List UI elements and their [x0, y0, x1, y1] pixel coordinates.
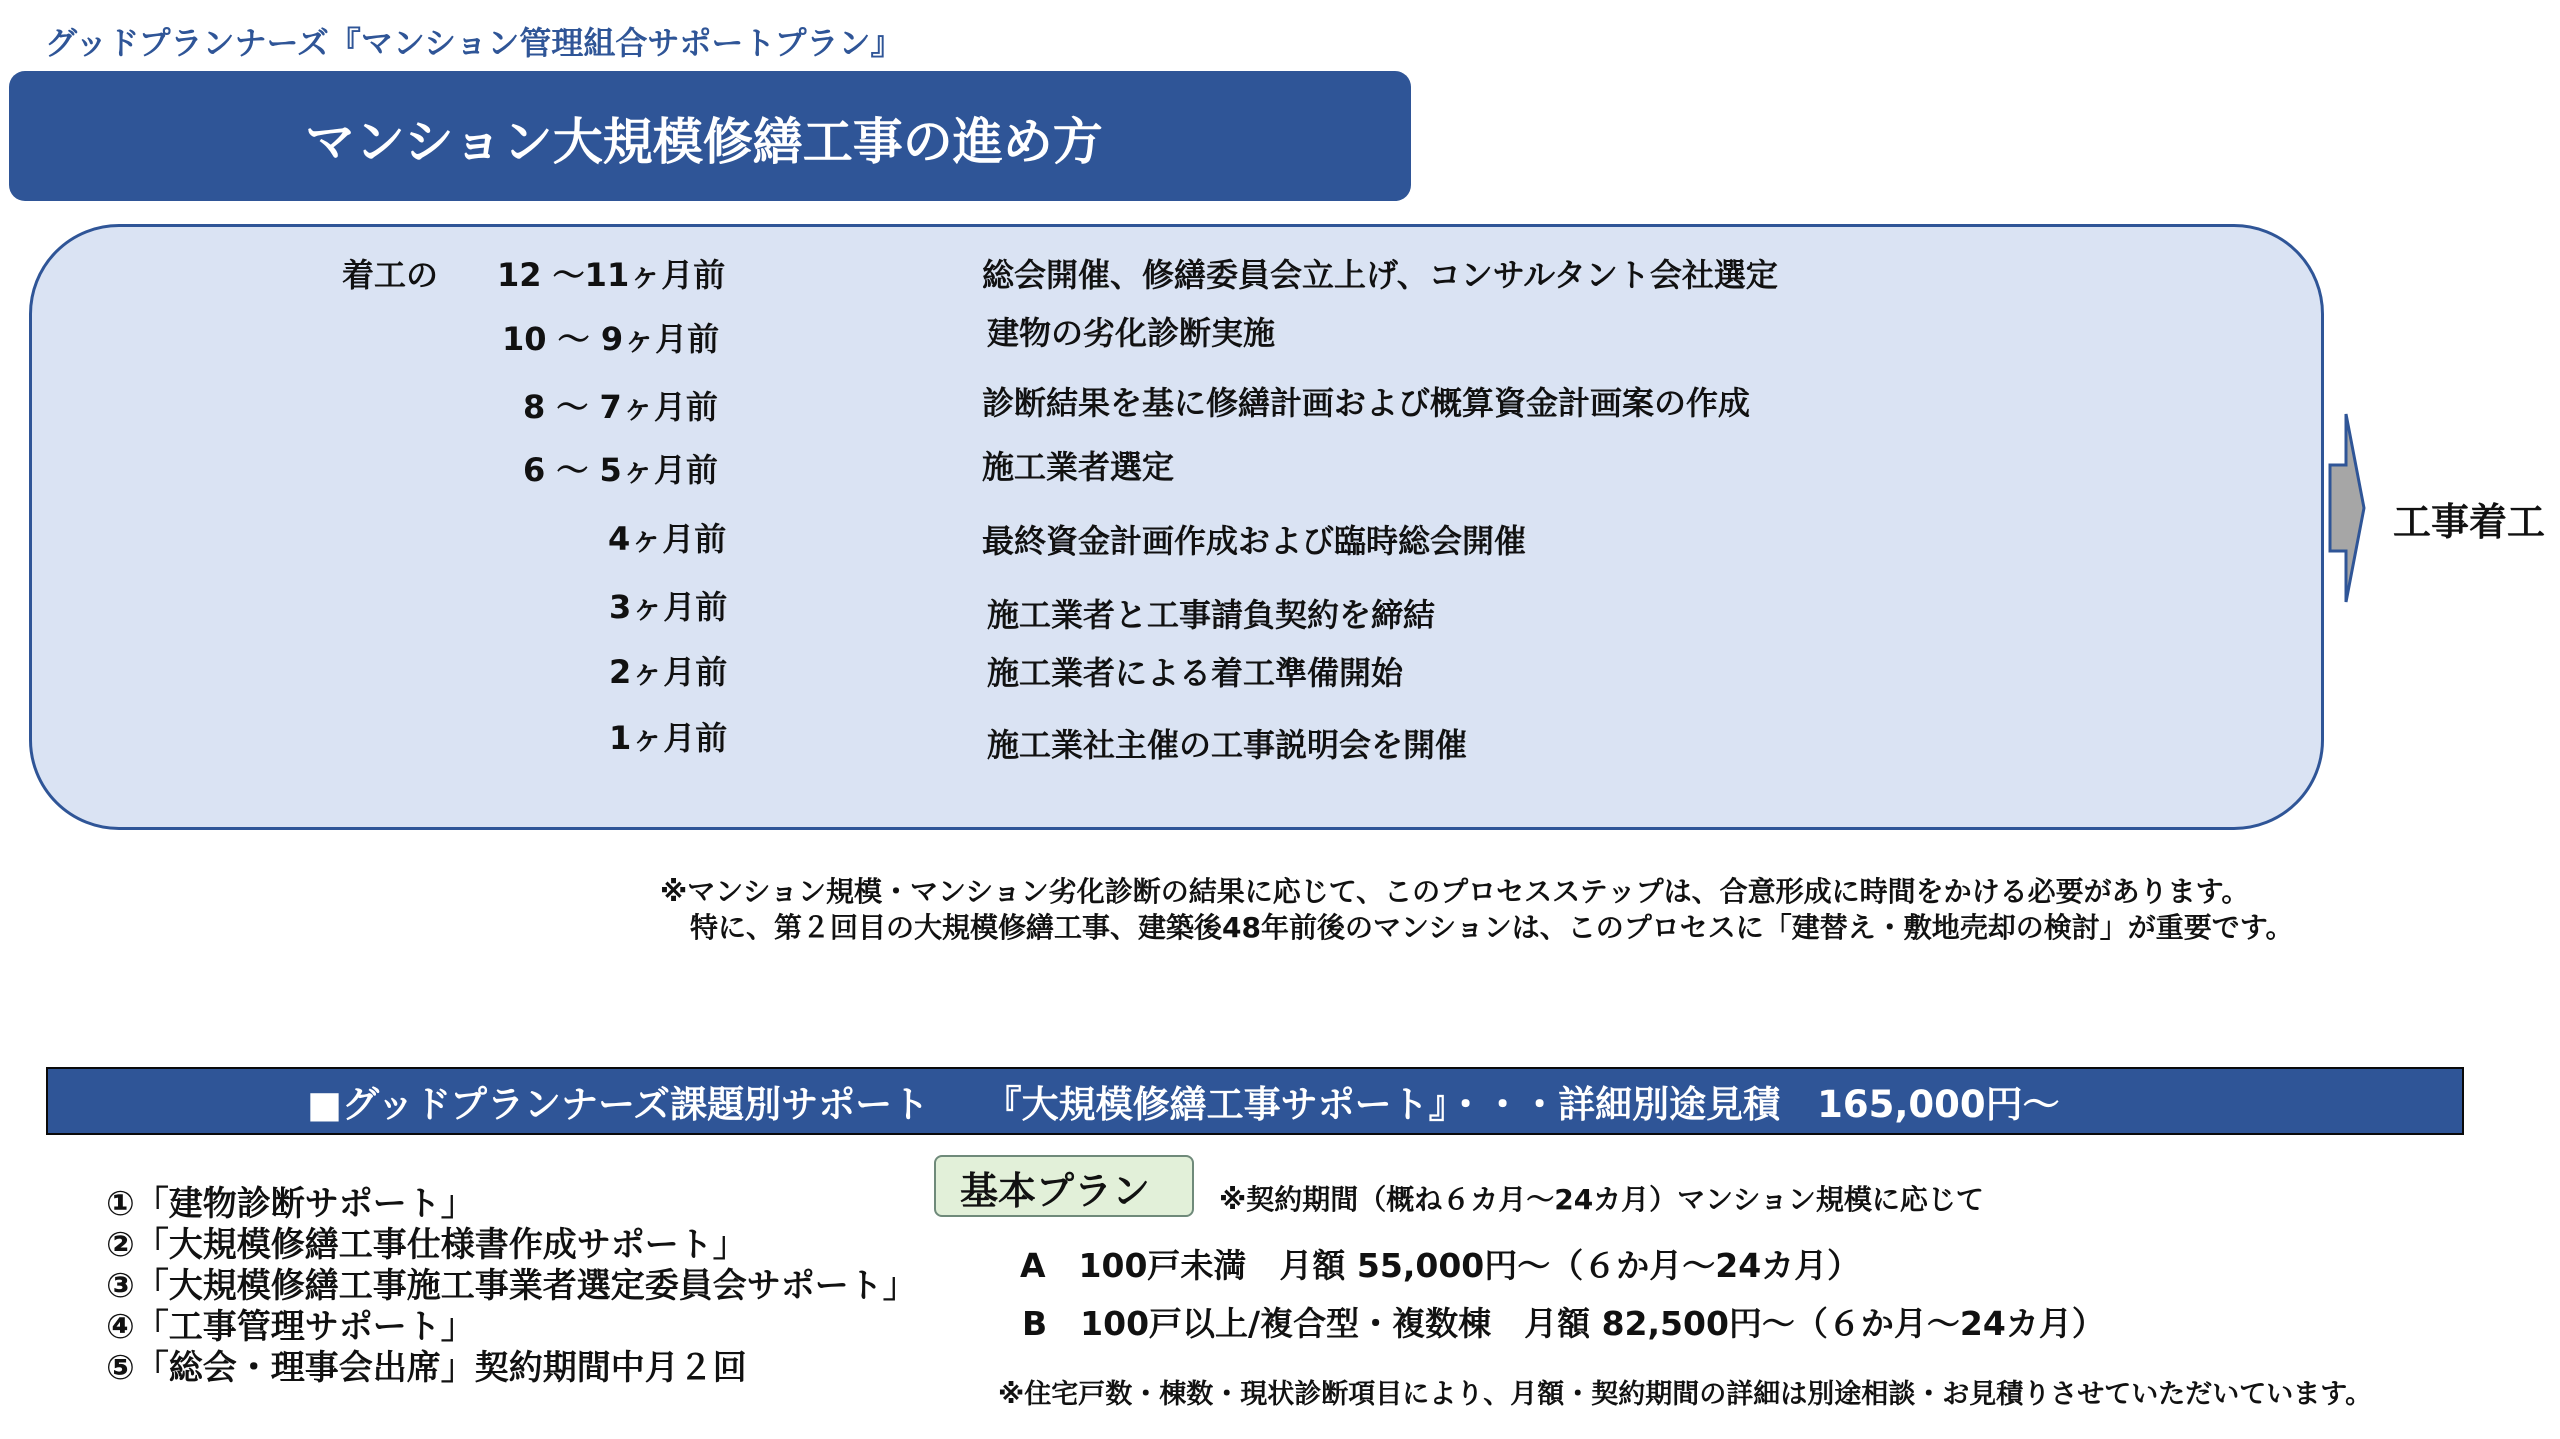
support-item-1: ①「建物診断サポート」 — [106, 1184, 475, 1224]
plan-b: B 100戸以上/複合型・複数棟 月額 82,500円〜（６か月〜24カ月） — [1022, 1304, 2105, 1343]
timeline-task-3: 診断結果を基に修繕計画および概算資金計画案の作成 — [982, 384, 1751, 422]
timeline-when-5: 4ヶ月前 — [608, 520, 727, 558]
support-banner-text: ■グッドプランナーズ課題別サポート 『大規模修繕工事サポート』・・・詳細別途見積 165,000円〜 — [307, 1083, 2060, 1126]
arrow-label: 工事着工 — [2393, 500, 2546, 544]
page-title: マンション大規模修繕工事の進め方 — [305, 113, 1103, 171]
header-caption: グッドプランナーズ『マンション管理組合サポートプラン』 — [45, 24, 903, 62]
timeline-task-2: 建物の劣化診断実施 — [987, 314, 1276, 352]
timeline-task-7: 施工業者による着工準備開始 — [987, 654, 1404, 692]
timeline-when-1: 12 〜11ヶ月前 — [497, 256, 726, 294]
timeline-when-2: 10 〜 9ヶ月前 — [502, 320, 720, 358]
plan-footnote: ※住宅戸数・棟数・現状診断項目により、月額・契約期間の詳細は別途相談・お見積りさせていただいています。 — [998, 1379, 2373, 1410]
plan-note: ※契約期間（概ね６カ月〜24カ月）マンション規模に応じて — [1219, 1183, 1984, 1216]
right-arrow-icon — [2316, 408, 2376, 608]
timeline-task-8: 施工業社主催の工事説明会を開催 — [987, 726, 1468, 764]
note-line-2: 特に、第２回目の大規模修繕工事、建築後48年前後のマンションは、このプロセスに「建替え・敷地売却の検討」が重要です。 — [690, 911, 2294, 944]
timeline-when-3: 8 〜 7ヶ月前 — [523, 388, 718, 426]
support-item-2: ②「大規模修繕工事仕様書作成サポート」 — [106, 1225, 747, 1265]
timeline-task-1: 総会開催、修繕委員会立上げ、コンサルタント会社選定 — [982, 256, 1778, 294]
timeline-task-4: 施工業者選定 — [982, 448, 1175, 486]
timeline-when-7: 2ヶ月前 — [609, 653, 728, 691]
plan-a: A 100戸未満 月額 55,000円〜（６か月〜24カ月） — [1020, 1246, 1861, 1285]
timeline-task-6: 施工業者と工事請負契約を締結 — [987, 596, 1436, 634]
timeline-when-4: 6 〜 5ヶ月前 — [523, 451, 718, 489]
timeline-prefix: 着工の — [342, 256, 439, 294]
plan-badge-label: 基本プラン — [960, 1169, 1151, 1213]
timeline-task-5: 最終資金計画作成および臨時総会開催 — [982, 522, 1527, 560]
timeline-when-6: 3ヶ月前 — [609, 588, 728, 626]
support-item-4: ④「工事管理サポート」 — [106, 1307, 475, 1347]
support-item-3: ③「大規模修繕工事施工事業者選定委員会サポート」 — [106, 1266, 917, 1306]
note-line-1: ※マンション規模・マンション劣化診断の結果に応じて、このプロセスステップは、合意形成に時間をかける必要があります。 — [660, 875, 2250, 908]
timeline-when-8: 1ヶ月前 — [609, 719, 728, 757]
support-item-5: ⑤「総会・理事会出席」契約期間中月２回 — [106, 1348, 747, 1388]
